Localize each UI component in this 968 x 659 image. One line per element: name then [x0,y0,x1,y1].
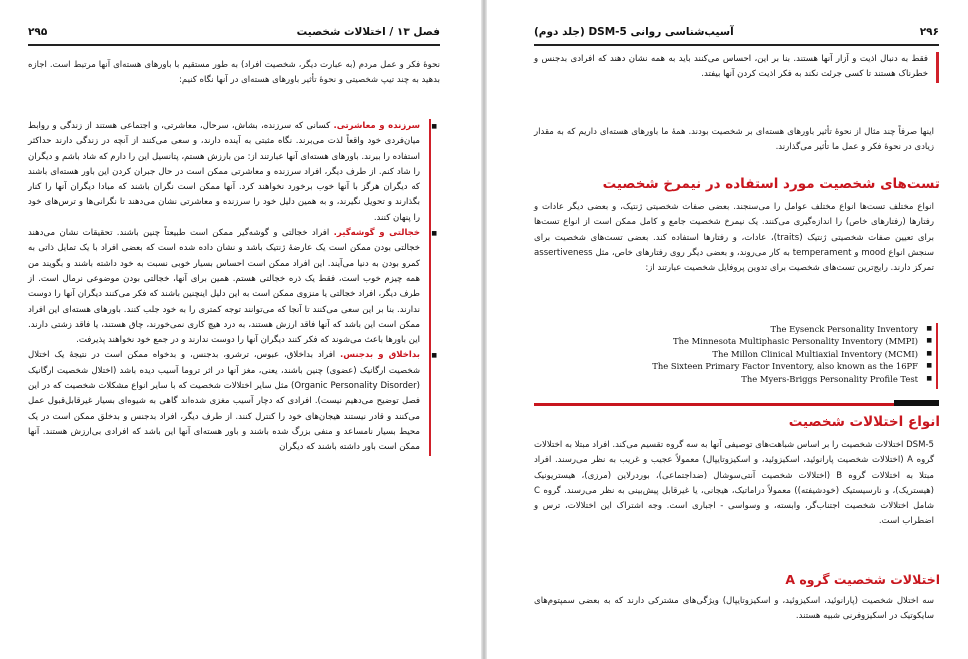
right-page [488,0,968,659]
heading-personality-tests: تست‌های شخصیت مورد استفاده در نیمرخ شخصیت [602,176,940,192]
paragraph-text: انواع مختلف تست‌ها انواع مختلف عوامل را می‌سنجند. بعضی صفات شخصیتی ژنتیک، و بعضی دیگر عادات و رفتارها (رفتارهای خاص) را اندازه‌گیری می‌کنند. یک نیمرخ شخصیت جامع و کامل ممکن است از انواع تست‌ها برای تعیین صفات شخصیتی ژنتیک (traits)، عادات، و رفتارها استفاده کند. بعضی تست‌های شخصیت برای سنجش انواع mood و temperament به کار می‌روند، و بعضی دیگر روی رفتارهای خاص، مثل assertiveness تمرکز دارند. رایج‌ترین تست‌های شخصیت برای تدوین پروفایل شخصیت عبارتند از: [534,202,935,274]
left-page-number: ۲۹۵ [28,26,48,38]
list-item [28,226,420,348]
left-intro-paragraph [28,58,440,89]
right-page-number: ۲۹۶ [919,26,939,38]
right-paragraph-1 [534,125,934,156]
test-item: The Millon Clinical Multiaxial Inventory (MCMI) ■ [534,348,932,360]
left-page-header [28,26,440,44]
section-divider [534,403,894,406]
left-page [0,0,480,659]
left-header-rule [28,44,440,46]
left-running-title: فصل ۱۳ / اختلالات شخصیت [296,26,440,38]
list-item-text: کسانی که سرزنده، بشاش، سرحال، معاشرتی، و اجتماعی هستند از زندگی و روابط میان‌فردی خود واقعاً لذت می‌برند. نگاه مثبتی به آینده دارند، و سعی می‌کنند از آنچه در زندگی دارند حداکثر استفاده را ببرند. باورهای هسته‌ای آنها عبارتند از: من بارزش هستم، پتانسیل این را دارم که شاد باشم و دیگران را شاد کنم. از طرف دیگر، افراد سرزنده و معاشرتی ممکن است در حال جبران کردن این باور هسته‌ای باشند که دیگران هرگز با آنها خوب برخورد نخواهند کرد. آنها ممکن است نگران باشند که مبادا دیگران آنها را کنار بگذارند و تحویل نگیرند، و به همین دلیل خود را سرزنده و معاشرتی نشان می‌دهند تا نگرانی‌ها و ترس‌های خود را پنهان کنند. [28,121,420,223]
paragraph-text: سه اختلال شخصیت (پارانوئید، اسکیزوئید، و اسکیزوتایپال) ویژگی‌های مشترکی دارند که به بعضی سمپتوم‌های سایکوتیک در اسکیزوفرنی شبیه هستند. [534,596,934,622]
list-item-term: خجالتی و گوشه‌گیر. [333,228,420,239]
test-item: The Sixteen Primary Factor Inventory, also known as the 16PF ■ [534,360,932,372]
right-page-header [534,26,939,44]
list-item-term: سرزنده و معاشرتی. [333,121,421,131]
right-paragraph-3 [534,438,934,530]
quote-text: فقط به دنبال اذیت و آزار آنها هستند. بنا بر این، احساس می‌کنند باید به همه نشان دهند که افرادی بدجنس و خطرناک هستند تا کسی جرئت نکند به فکر اذیت کردن آنها بیفتد. [534,54,928,80]
section-divider-accent [894,400,939,406]
list-item [28,119,420,226]
tests-list [534,323,932,385]
test-item: The Myers-Briggs Personality Profile Test ■ [534,373,932,385]
test-item: The Minnesota Multiphasic Personality Inventory (MMPI) ■ [534,335,932,347]
paragraph-text: اینها صرفاً چند مثال از نحوۀ تأثیر باورهای هسته‌ای بر شخصیت بودند. همۀ ما باورهای هسته‌ای داریم که به مقدار زیادی در نحوۀ فکر و عمل ما تأثیر می‌گذارند. [534,127,934,153]
list-item-term: بداخلاق و بدجنس. [340,350,420,361]
heading-types-of-disorders: انواع اختلالات شخصیت [788,414,940,430]
heading-cluster-a: اختلالات شخصیت گروه A [785,572,940,587]
right-header-rule [534,44,939,46]
paragraph-text: DSM-5 اختلالات شخصیت را بر اساس شباهت‌های توصیفی آنها به سه گروه تقسیم می‌کند. افراد مبتلا به اختلالات گروه A (اختلالات شخصیت پارانوئید، اسکیزوئید، و اسکیزوتایپال) معمولاً عجیب و غریب به نظر می‌رسند. افراد مبتلا به اختلالات گروه B (اختلالات شخصیت آنتی‌سوشال (ضداجتماعی)، بوردرلاین (مرزی)، هیستریونیک (هیستریک)، و نارسیستیک (خودشیفته)) معمولاً دراماتیک، هیجانی، یا غیرقابل پیش‌بینی به نظر می‌رسند. گروه C شامل اختلالات شخصیت اجتناب‌گر، وابسته، و وسواسی - اجباری است. وجه اشتراک این اختلالات، ترس و اضطراب است. [534,440,935,527]
book-gutter [481,0,487,659]
list-item-text: افراد بداخلاق، عبوس، ترشرو، بدجنس، و بدخواه ممکن است در نتیجۀ یک اختلال شخصیت ارگانیک (عضوی) چنین باشند، یعنی، مغز آنها در اثر تروما آسیب دیده باشد (اختلال شخصیت ارگانیک (Organic Personality Disorder) مثل سایر اختلالات شخصیت که با سایر انواع مشکلات شخصیت که در این فصل توضیح می‌دهیم نیست). افرادی که دچار آسیب مغزی شده‌اند گاهی به شیوه‌ای بسیار غیرقابل‌قبول عمل می‌کنند و قادر نیستند هیجان‌های خود را کنترل کنند. از طرف دیگر، افراد بدجنس و بدخلق ممکن است در یک محیط بسیار نامساعد و منفی بزرگ شده باشند و باور هسته‌ای آنها این باشد که افرادی بی‌ارزش هستند. آنها ممکن است باور داشته باشند که دیگران [28,350,420,453]
list-item [28,348,420,455]
continued-quote [534,52,939,83]
list-item-text: افراد خجالتی و گوشه‌گیر ممکن است طبیعتاً چنین باشند. تحقیقات نشان می‌دهند خجالتی بودن ممکن است یک عارضۀ ژنتیک باشد و نشان داده شده است که بعضی افراد با یک تمایل ذاتی به کمرو بودن به دنیا می‌آیند. این افراد ممکن است احساس بسیار خوبی نسبت به خود داشته باشند و بگویند من همه چیزم خوب است، فقط یک ذره خجالتی هستم. همین برای آنها، خجالتی بودن موضوعی نرمال است. از طرف دیگر، افراد خجالتی یا منزوی ممکن است به این دلیل اینچنین باشند که فکر می‌کنند دیگران آنها را دوست ندارند. بنا بر این سعی می‌کنند تا آنجا که می‌توانند توجه کمتری را به خود جلب کنند. باورهای هسته‌ای این افراد ممکن است این باشد که آنها فاقد ارزش هستند، به درد هیچ کاری نمی‌خورند، چاق هستند، یا فاقد زشتی دارند. این باورها باعث می‌شوند که فکر کنند دیگران آنها را دوست ندارند و در جمع خود نخواهند پذیرفت. [28,228,420,346]
left-intro-text: نحوۀ فکر و عمل مردم (به عبارت دیگر، شخصیت افراد) به طور مستقیم با باورهای هسته‌ای آنها مرتبط است. اجازه بدهید به چند تیپ شخصیتی و نحوۀ تأثیر باورهای هسته‌ای در آنها نگاه کنیم: [28,60,440,86]
test-item: The Eysenck Personality Inventory ■ [534,323,932,335]
right-paragraph-4 [534,594,934,625]
right-paragraph-2 [534,200,934,276]
right-running-title: آسیب‌شناسی روانی DSM-5 (جلد دوم) [534,26,734,38]
personality-types-list [28,119,431,456]
tests-list-rule [936,323,938,389]
